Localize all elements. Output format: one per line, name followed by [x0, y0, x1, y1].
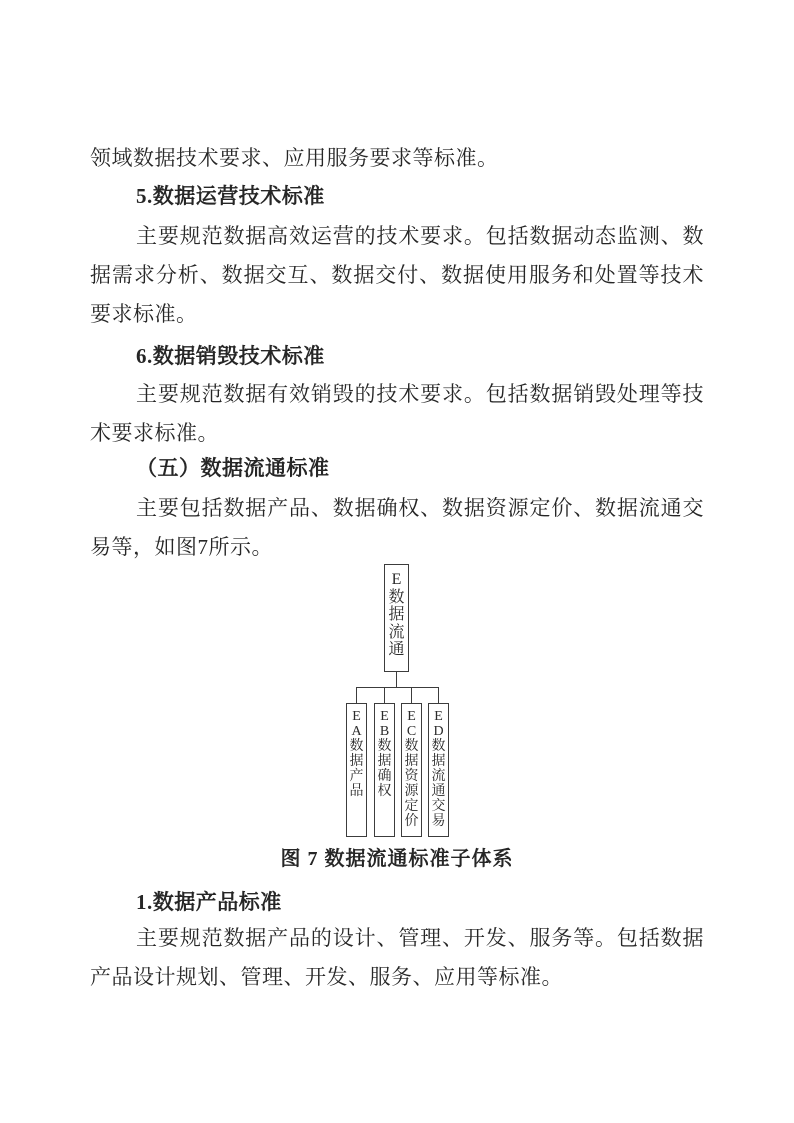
heading-section-5-data-circulation: （五）数据流通标准 [136, 456, 330, 480]
vertical-char: 数 [377, 739, 392, 754]
vertical-char: 价 [404, 814, 419, 829]
vertical-char: 数 [404, 739, 419, 754]
paragraph-continuation: 领域数据技术要求、应用服务要求等标准。 [90, 146, 499, 170]
vertical-char: 据 [349, 754, 364, 769]
figure-caption: 图 7 数据流通标准子体系 [280, 848, 514, 870]
vertical-char: 据 [404, 754, 419, 769]
heading-5-data-operation-standard: 5.数据运营技术标准 [136, 184, 325, 208]
vertical-char: E [407, 709, 416, 724]
connector-drop-ec [411, 687, 412, 704]
vertical-char: E [352, 709, 361, 724]
connector-drop-ea [356, 687, 357, 704]
vertical-char: E [391, 571, 402, 588]
vertical-char: 据 [388, 606, 405, 623]
paragraph-6-data-destruction: 主要规范数据有效销毁的技术要求。包括数据销毁处理等技术要求标准。 [90, 382, 704, 445]
vertical-char: E [434, 709, 443, 724]
paragraph-section-5-data-circulation: 主要包括数据产品、数据确权、数据资源定价、数据流通交易等，如图7所示。 [90, 496, 704, 559]
vertical-char: 流 [388, 623, 405, 641]
vertical-char: 交 [431, 799, 446, 814]
vertical-char: 流 [431, 769, 446, 784]
heading-6-data-destruction-standard: 6.数据销毁技术标准 [136, 344, 325, 368]
connector-horizontal-line [356, 687, 439, 688]
chart-child-box-eb-data-rights [374, 703, 395, 837]
vertical-char: 品 [349, 784, 364, 799]
vertical-char: 源 [404, 784, 419, 799]
vertical-char: 确 [377, 769, 392, 784]
vertical-char: 定 [404, 799, 419, 814]
vertical-char: 通 [431, 784, 446, 799]
paragraph-5-data-operation: 主要规范数据高效运营的技术要求。包括数据动态监测、数据需求分析、数据交互、数据交付、数据使用服务和处置等技术要求标准。 [90, 224, 704, 326]
vertical-char: 据 [431, 754, 446, 769]
vertical-char: C [406, 724, 417, 739]
chart-child-box-ea-data-product [346, 703, 367, 837]
chart-child-box-ec-data-resource-pricing [401, 703, 422, 837]
vertical-char: E [380, 709, 389, 724]
connector-drop-eb [384, 687, 385, 704]
vertical-char: D [433, 724, 444, 739]
vertical-char: 资 [404, 769, 419, 784]
connector-drop-ed [438, 687, 439, 704]
vertical-char: 数 [431, 739, 446, 754]
heading-1-data-product-standard: 1.数据产品标准 [136, 890, 282, 914]
chart-child-box-ed-data-circulation-trade [428, 703, 449, 837]
chart-root-box-data-circulation [384, 564, 409, 672]
vertical-char: 通 [388, 641, 405, 658]
vertical-char: 数 [349, 739, 364, 754]
vertical-char: 数 [388, 588, 405, 606]
paragraph-1-data-product: 主要规范数据产品的设计、管理、开发、服务等。包括数据产品设计规划、管理、开发、服务、应用等标准。 [90, 926, 704, 989]
vertical-char: A [351, 724, 362, 739]
vertical-char: 产 [349, 769, 364, 784]
vertical-char: 据 [377, 754, 392, 769]
vertical-char: 易 [431, 814, 446, 829]
vertical-char: B [379, 724, 390, 739]
vertical-char: 权 [377, 784, 392, 799]
connector-root-stub [396, 672, 397, 687]
